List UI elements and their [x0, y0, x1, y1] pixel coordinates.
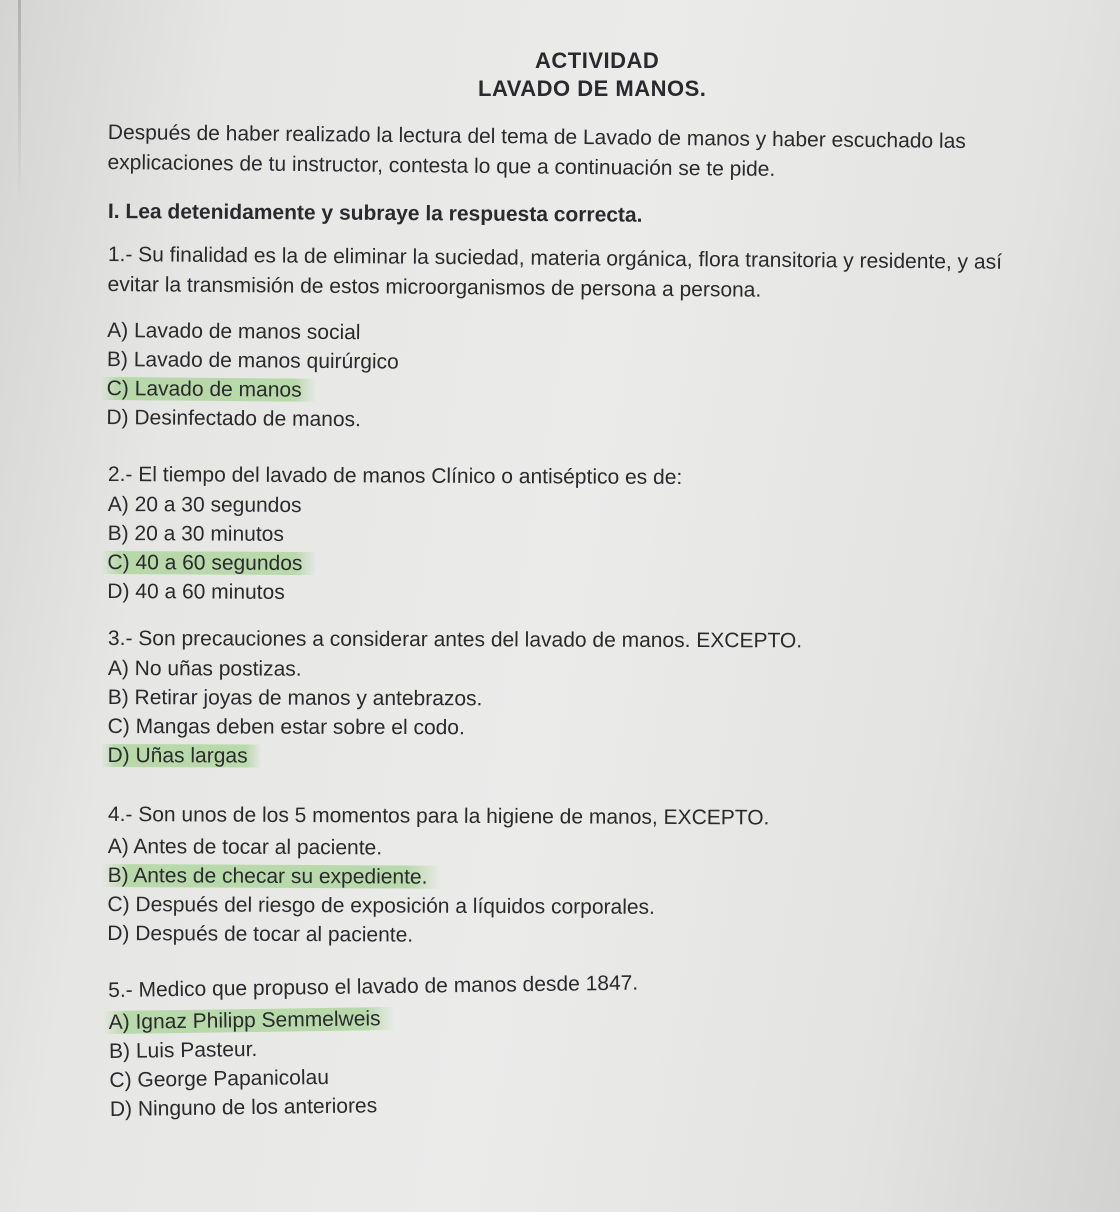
- question-stem: 3.- Son precauciones a considerar antes del lavado de manos. EXCEPTO.: [107, 627, 803, 653]
- option-d[interactable]: D) Ninguno de los anteriores: [109, 1094, 378, 1121]
- highlighted-answer: C) Lavado de manos: [101, 377, 316, 402]
- topic-title: LAVADO DE MANOS.: [478, 76, 707, 101]
- question-4: [107, 800, 1068, 953]
- option-b[interactable]: B) Luis Pasteur.: [108, 1037, 258, 1063]
- highlighted-answer: A) Ignaz Philipp Semmelweis: [102, 1007, 394, 1034]
- highlighted-answer: B) Antes de checar su expediente.: [102, 864, 442, 889]
- question-stem: 5.- Medico que propuso el lavado de manos desde 1847.: [108, 971, 639, 1002]
- question-stem: 2.- El tiempo del lavado de manos Clínico o antiséptico es de:: [107, 462, 683, 490]
- option-c[interactable]: C) George Papanicolau: [109, 1065, 330, 1092]
- option-a[interactable]: A) Lavado de manos social: [107, 318, 361, 345]
- option-d[interactable]: [107, 741, 1067, 773]
- section-instructions: I. Lea detenidamente y subraye la respuesta correcta.: [107, 200, 643, 227]
- question-1: [106, 240, 1068, 440]
- highlighted-answer: C) 40 a 60 segundos: [101, 551, 316, 575]
- question-stem: 4.- Son unos de los 5 momentos para la higiene de manos, EXCEPTO.: [107, 802, 770, 830]
- intro-paragraph: Después de haber realizado la lectura del tema de Lavado de manos y haber escuchado las explicaciones de tu instructor, contesta lo que a continuación se te pide.: [107, 120, 966, 181]
- option-c[interactable]: C) Mangas deben estar sobre el codo.: [107, 714, 465, 740]
- activity-title: ACTIVIDAD: [535, 48, 660, 73]
- highlighted-answer: D) Uñas largas: [102, 744, 262, 768]
- option-a[interactable]: A) 20 a 30 segundos: [107, 492, 302, 518]
- question-stem: 1.- Su finalidad es la de eliminar la suciedad, materia orgánica, flora transitoria y residente, y así evitar la transmisión de estos microorganismos de persona a persona.: [107, 242, 1003, 302]
- option-c[interactable]: C) Después del riesgo de exposición a líquidos corporales.: [107, 892, 655, 919]
- option-b[interactable]: B) Retirar joyas de manos y antebrazos.: [107, 685, 483, 711]
- option-b[interactable]: B) Lavado de manos quirúrgico: [106, 347, 399, 374]
- question-3: [107, 624, 1068, 773]
- option-d[interactable]: D) Desinfectado de manos.: [106, 405, 362, 432]
- option-d[interactable]: D) 40 a 60 minutos: [107, 579, 285, 604]
- question-5: [108, 963, 1070, 1124]
- paper-fold: [18, 0, 21, 200]
- option-d[interactable]: D) Después de tocar al paciente.: [107, 921, 414, 947]
- option-a[interactable]: A) Antes de tocar al paciente.: [107, 834, 383, 860]
- option-b[interactable]: B) 20 a 30 minutos: [107, 521, 284, 546]
- question-2: [107, 460, 1068, 611]
- option-a[interactable]: A) No uñas postizas.: [107, 656, 302, 681]
